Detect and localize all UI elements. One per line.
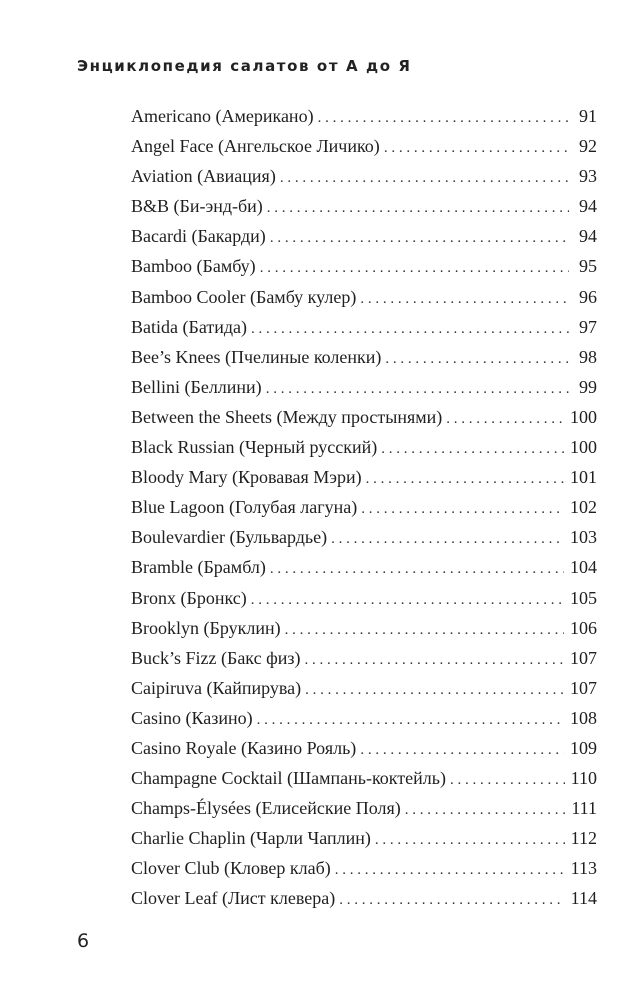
toc-entry-page: 112 — [570, 828, 597, 849]
toc-entry-title: Bamboo Cooler (Бамбу кулер) — [131, 286, 357, 307]
toc-entry — [131, 432, 597, 462]
toc-entry — [131, 793, 597, 823]
toc-entry-title: Black Russian (Черный русский) — [131, 437, 378, 458]
toc-entry-title: Angel Face (Ангельское Личико) — [131, 136, 380, 157]
toc-entry-page: 98 — [579, 346, 597, 367]
toc-entry-title: Brooklyn (Бруклин) — [131, 617, 281, 638]
toc-entry-title: Casino Royale (Казино Рояль) — [131, 737, 357, 758]
toc-entry-page: 107 — [570, 677, 597, 698]
toc-entry-title: Clover Club (Кловер клаб) — [131, 858, 331, 879]
toc-entry — [131, 853, 597, 883]
toc-entry-title: Bamboo (Бамбу) — [131, 256, 256, 277]
toc-entry-title: Bloody Mary (Кровавая Мэри) — [131, 467, 362, 488]
dot-leader — [366, 464, 564, 494]
toc-entry-title: Casino (Казино) — [131, 707, 253, 728]
dot-leader — [335, 855, 565, 885]
toc-entry-title: Batida (Батида) — [131, 316, 247, 337]
toc-entry-page: 106 — [570, 617, 597, 638]
toc-entry-page: 101 — [570, 467, 597, 488]
toc-entry-title: Champs-Élysées (Елисейские Поля) — [131, 798, 401, 819]
toc-entry-title: Boulevardier (Бульвардье) — [131, 527, 328, 548]
toc-entry-page: 104 — [570, 557, 597, 578]
dot-leader — [266, 374, 569, 404]
toc-entry-page: 100 — [570, 406, 597, 427]
toc-entry — [131, 101, 597, 131]
dot-leader — [331, 524, 564, 554]
toc-entry-page: 109 — [570, 737, 597, 758]
toc-entry-page: 108 — [570, 707, 597, 728]
dot-leader — [251, 314, 569, 344]
toc-entry — [131, 703, 597, 733]
toc-entry-page: 113 — [570, 858, 597, 879]
dot-leader — [285, 615, 564, 645]
toc-entry-page: 102 — [570, 497, 597, 518]
toc-entry-title: Caipiruva (Кайпирува) — [131, 677, 302, 698]
toc-entry-page: 114 — [570, 888, 597, 909]
toc-entry-title: Champagne Cocktail (Шампань-коктейль) — [131, 768, 446, 789]
dot-leader — [360, 735, 564, 765]
toc-entry — [131, 733, 597, 763]
toc-entry — [131, 552, 597, 582]
toc-entry-page: 94 — [579, 196, 597, 217]
toc-entry — [131, 312, 597, 342]
toc-entry-title: Americano (Американо) — [131, 106, 314, 126]
dot-leader — [405, 795, 566, 825]
toc-entry — [131, 131, 597, 161]
dot-leader — [267, 193, 569, 223]
toc-entry — [131, 823, 597, 853]
toc-entry — [131, 522, 597, 552]
dot-leader — [260, 253, 569, 283]
dot-leader — [318, 103, 569, 133]
toc-entry — [131, 492, 597, 522]
toc-entry — [131, 583, 597, 613]
dot-leader — [305, 645, 565, 675]
toc-entry-title: Charlie Chaplin (Чарли Чаплин) — [131, 828, 371, 849]
toc-entry-page: 111 — [571, 798, 597, 819]
toc-entry-title: Buck’s Fizz (Бакс физ) — [131, 647, 301, 668]
toc-entry-page: 99 — [579, 376, 597, 397]
dot-leader — [257, 705, 564, 735]
toc-entry-page: 92 — [579, 136, 597, 157]
toc-entry — [131, 673, 597, 703]
toc-entry-title: B&B (Би-энд-би) — [131, 196, 263, 217]
dot-leader — [305, 675, 564, 705]
running-header: Энциклопедия салатов от А до Я — [77, 57, 412, 75]
dot-leader — [280, 163, 569, 193]
toc-entry — [131, 221, 597, 251]
dot-leader — [450, 765, 565, 795]
toc-entry — [131, 282, 597, 312]
toc-entry — [131, 462, 597, 492]
toc-entry — [131, 883, 597, 913]
dot-leader — [251, 585, 564, 615]
dot-leader — [384, 133, 569, 163]
toc-entry — [131, 372, 597, 402]
toc-entry-title: Aviation (Авиация) — [131, 166, 276, 187]
dot-leader — [361, 494, 564, 524]
dot-leader — [375, 825, 565, 855]
toc-entry-page: 93 — [579, 166, 597, 187]
toc-entry-page: 95 — [579, 256, 597, 277]
toc-entry-page: 96 — [579, 286, 597, 307]
toc-entry — [131, 342, 597, 372]
toc-entry-title: Blue Lagoon (Голубая лагуна) — [131, 497, 358, 518]
dot-leader — [360, 284, 569, 314]
toc-entry-page: 110 — [570, 768, 597, 789]
dot-leader — [270, 223, 569, 253]
dot-leader — [270, 554, 564, 584]
toc-entry-page: 103 — [570, 527, 597, 548]
toc-entry — [131, 251, 597, 281]
toc-entry — [131, 763, 597, 793]
dot-leader — [339, 885, 564, 915]
page-number: 6 — [77, 930, 90, 952]
toc-entry — [131, 613, 597, 643]
toc-entry-page: 91 — [579, 106, 597, 126]
dot-leader — [385, 344, 569, 374]
toc-entry-title: Bronx (Бронкс) — [131, 587, 247, 608]
toc-entry-title: Bee’s Knees (Пчелиные коленки) — [131, 346, 382, 367]
dot-leader — [446, 404, 564, 434]
toc-entry-title: Bramble (Брамбл) — [131, 557, 266, 578]
toc-entry-page: 107 — [570, 647, 597, 668]
toc-entry — [131, 402, 597, 432]
toc-entry-page: 97 — [579, 316, 597, 337]
toc-entry-page: 100 — [570, 437, 597, 458]
table-of-contents — [131, 101, 597, 914]
toc-entry-title: Clover Leaf (Лист клевера) — [131, 888, 336, 909]
toc-entry — [131, 191, 597, 221]
toc-entry — [131, 643, 597, 673]
dot-leader — [381, 434, 564, 464]
toc-entry-title: Between the Sheets (Между простынями) — [131, 406, 443, 427]
toc-entry-title: Bacardi (Бакарди) — [131, 226, 266, 247]
toc-entry — [131, 161, 597, 191]
toc-entry-page: 105 — [570, 587, 597, 608]
toc-entry-title: Bellini (Беллини) — [131, 376, 262, 397]
toc-entry-page: 94 — [579, 226, 597, 247]
